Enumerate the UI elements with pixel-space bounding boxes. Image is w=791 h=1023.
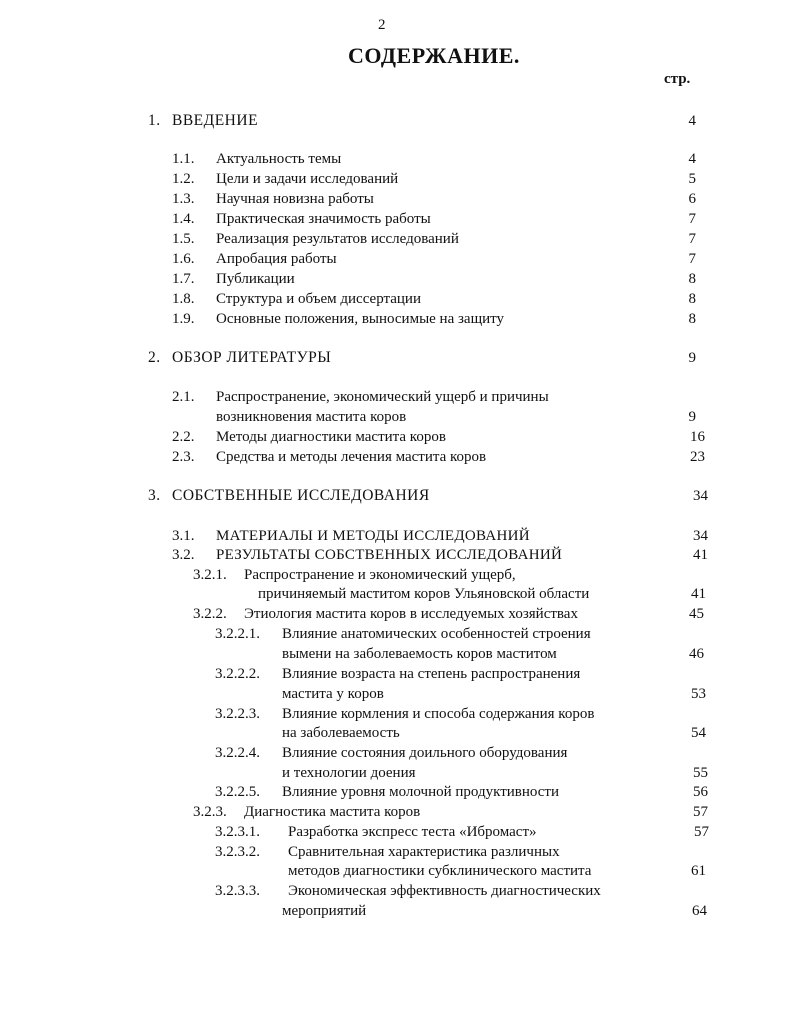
entry-page: 57 [693, 804, 708, 820]
entry-number: 3.2.3. [193, 804, 227, 820]
entry-number: 1.5. [172, 231, 195, 247]
entry-title: Цели и задачи исследований [216, 171, 399, 187]
entry-number: 3.2. [172, 547, 195, 563]
entry-title: Практическая значимость работы [216, 211, 431, 227]
entry-title-line2: мероприятий [282, 903, 367, 919]
entry-title-line2: возникновения мастита коров [216, 409, 407, 425]
entry-page: 64 [692, 903, 707, 919]
entry-page: 61 [691, 863, 706, 879]
entry-title: Публикации [216, 271, 295, 287]
section-page: 34 [693, 488, 708, 504]
entry-number: 2.3. [172, 449, 195, 465]
entry-title: Реализация результатов исследований [216, 231, 459, 247]
entry-title: Средства и методы лечения мастита коров [216, 449, 487, 465]
entry-title-line2: причиняемый маститом коров Ульяновской области [258, 586, 590, 602]
entry-title-line1: Распространение и экономический ущерб, [244, 567, 516, 583]
page-title: СОДЕРЖАНИЕ. [348, 43, 520, 68]
entry-number: 3.2.2.1. [215, 626, 260, 642]
entry-number: 3.2.2. [193, 606, 227, 622]
entry-title-line1: Сравнительная характеристика различных [288, 844, 560, 860]
entry-page: 46 [689, 646, 704, 662]
entry-page: 34 [693, 528, 708, 544]
entry-title: Разработка экспресс теста «Ибромаст» [288, 824, 537, 840]
entry-number: 1.7. [172, 271, 195, 287]
entry-number: 3.2.2.2. [215, 666, 260, 682]
entry-number: 1.8. [172, 291, 195, 307]
entry-title-line1: Распространение, экономический ущерб и причины [216, 389, 549, 405]
section-page: 9 [688, 350, 696, 366]
entry-title: МАТЕРИАЛЫ И МЕТОДЫ ИССЛЕДОВАНИЙ [216, 528, 530, 544]
entry-title: Основные положения, выносимые на защиту [216, 311, 505, 327]
entry-title-line1: Влияние кормления и способа содержания коров [282, 706, 595, 722]
entry-page: 7 [688, 251, 696, 267]
section-number: 1. [148, 112, 161, 129]
entry-page: 7 [688, 211, 696, 227]
entry-page: 7 [688, 231, 696, 247]
entry-title-line1: Экономическая эффективность диагностических [288, 883, 601, 899]
entry-page: 16 [690, 429, 705, 445]
section-number: 3. [148, 487, 161, 504]
entry-page: 41 [693, 547, 708, 563]
entry-title-line2: на заболеваемость [282, 725, 400, 741]
entry-number: 3.2.3.1. [215, 824, 260, 840]
section-title: ОБЗОР ЛИТЕРАТУРЫ [172, 349, 332, 366]
page-column-label: стр. [664, 71, 691, 87]
entry-title: Апробация работы [216, 251, 337, 267]
entry-number: 2.1. [172, 389, 195, 405]
entry-title-line2: мастита у коров [282, 686, 384, 702]
entry-title-line1: Влияние состояния доильного оборудования [282, 745, 568, 761]
entry-title: РЕЗУЛЬТАТЫ СОБСТВЕННЫХ ИССЛЕДОВАНИЙ [216, 547, 563, 563]
entry-number: 3.1. [172, 528, 195, 544]
entry-title: Влияние уровня молочной продуктивности [282, 784, 560, 800]
entry-page: 54 [691, 725, 706, 741]
entry-number: 2.2. [172, 429, 195, 445]
entry-number: 1.4. [172, 211, 195, 227]
entry-page: 8 [688, 271, 696, 287]
entry-title-line2: и технологии доения [282, 765, 416, 781]
entry-number: 1.2. [172, 171, 195, 187]
entry-title-line1: Влияние анатомических особенностей строения [282, 626, 591, 642]
entry-page: 8 [688, 311, 696, 327]
entry-number: 1.3. [172, 191, 195, 207]
entry-number: 3.2.2.3. [215, 706, 260, 722]
entry-page: 5 [688, 171, 696, 187]
entry-page: 23 [690, 449, 705, 465]
entry-title-line1: Влияние возраста на степень распространения [282, 666, 581, 682]
entry-title: Научная новизна работы [216, 191, 374, 207]
entry-page: 56 [693, 784, 708, 800]
section-title: СОБСТВЕННЫЕ ИССЛЕДОВАНИЯ [172, 487, 430, 504]
entry-title: Диагностика мастита коров [244, 804, 421, 820]
entry-number: 3.2.2.5. [215, 784, 260, 800]
entry-page: 41 [691, 586, 706, 602]
entry-title: Структура и объем диссертации [216, 291, 421, 307]
entry-page: 57 [694, 824, 709, 840]
entry-number: 3.2.1. [193, 567, 227, 583]
entry-page: 53 [691, 686, 706, 702]
entry-title-line2: вымени на заболеваемость коров маститом [282, 646, 557, 662]
entry-page: 55 [693, 765, 708, 781]
entry-number: 3.2.3.2. [215, 844, 260, 860]
section-number: 2. [148, 349, 161, 366]
entry-title-line2: методов диагностики субклинического мастита [288, 863, 592, 879]
page-number: 2 [378, 17, 386, 33]
entry-number: 1.6. [172, 251, 195, 267]
entry-title: Этиология мастита коров в исследуемых хозяйствах [244, 606, 578, 622]
entry-number: 1.9. [172, 311, 195, 327]
entry-title: Актуальность темы [216, 151, 342, 167]
entry-number: 3.2.3.3. [215, 883, 260, 899]
entry-number: 3.2.2.4. [215, 745, 260, 761]
entry-number: 1.1. [172, 151, 195, 167]
entry-page: 4 [688, 151, 696, 167]
section-page: 4 [688, 113, 696, 129]
entry-title: Методы диагностики мастита коров [216, 429, 446, 445]
entry-page: 45 [689, 606, 704, 622]
entry-page: 8 [688, 291, 696, 307]
section-title: ВВЕДЕНИЕ [172, 112, 259, 129]
entry-page: 6 [688, 191, 696, 207]
entry-page: 9 [688, 409, 696, 425]
